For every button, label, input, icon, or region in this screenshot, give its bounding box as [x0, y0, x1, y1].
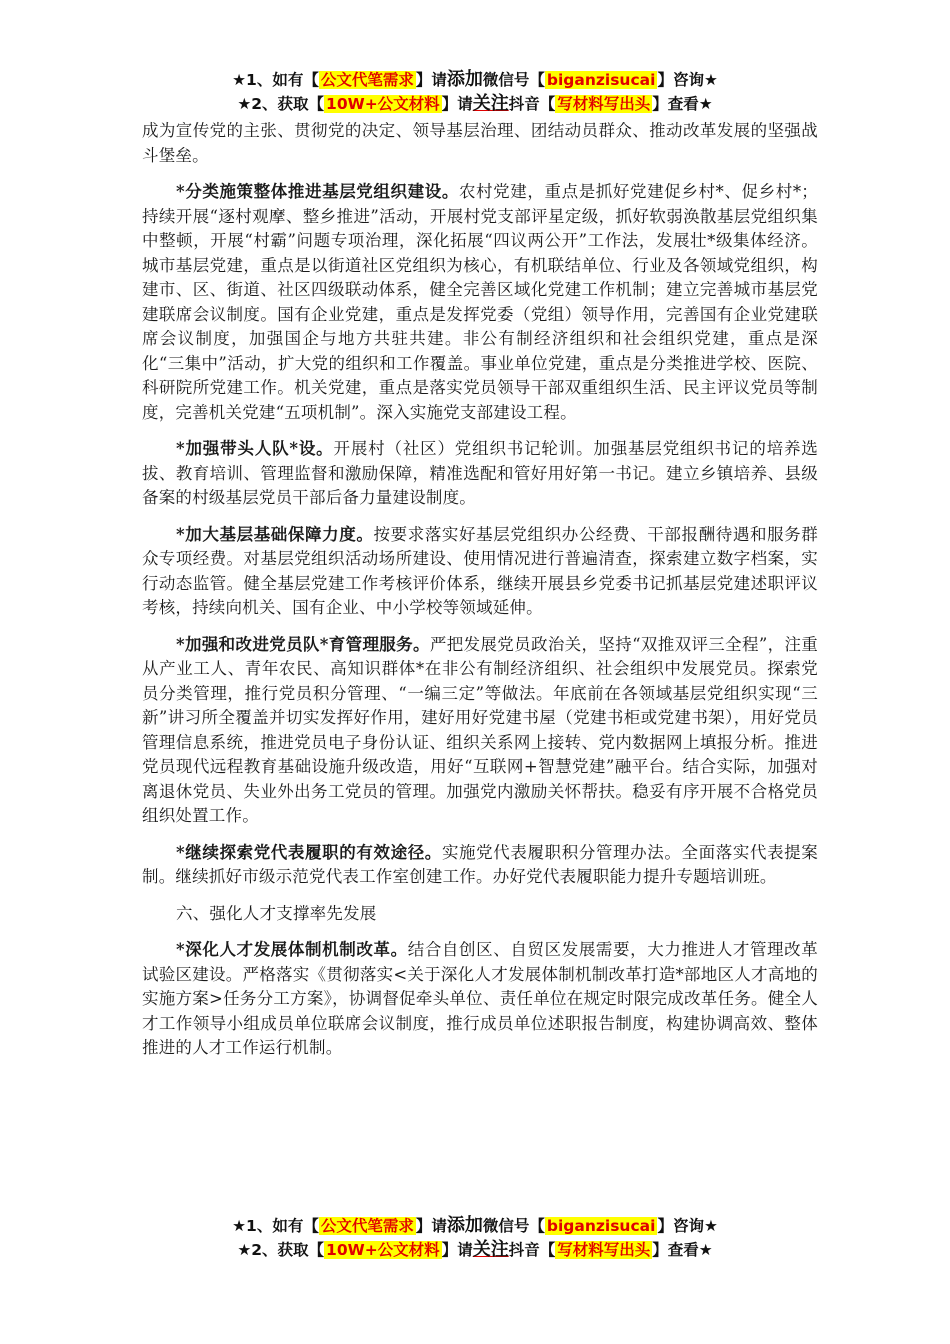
paragraph-lead: *继续探索党代表履职的有效途径。	[176, 842, 442, 862]
document-body	[142, 119, 818, 1073]
promo-footer	[0, 1214, 950, 1262]
paragraph-text: 农村党建，重点是抓好党建促乡村*、促乡村*；持续开展“逐村观摩、整乡推进”活动，开展村党支部评星定级，抓好软弱涣散基层党组织集中整顿，开展“村霸”问题专项治理，深化拓展“四议两公开”工作法，发展壮*级集体经济。城市基层党建，重点是以街道社区党组织为核心，有机联结单位、行业及各领域党组织，构建市、区、街道、社区四级联动体系，健全完善区域化党建工作机制；建立完善城市基层党建联席会议制度。国有企业党建，重点是发挥党委（党组）领导作用，完善国有企业党建联席会议制度，加强国企与地方共驻共建。非公有制经济组织和社会组织党建，重点是深化“三集中”活动，扩大党的组织和工作覆盖。事业单位党建，重点是分类推进学校、医院、科研院所党建工作。机关党建，重点是落实党员领导干部双重组织生活、民主评议党员等制度，完善机关党建“五项机制”。深入实施党支部建设工程。	[142, 182, 818, 422]
promo-text: ★2、获取【	[237, 1241, 325, 1259]
promo-text: 关注	[472, 93, 509, 114]
promo-text: 添加	[446, 69, 483, 90]
promo-text: 微信号【	[482, 71, 545, 89]
paragraph	[142, 437, 818, 511]
promo-text: 】请	[441, 95, 473, 113]
paragraph	[142, 841, 818, 890]
promo-text: 】咨询★	[657, 71, 718, 89]
promo-highlight: 10W+公文材料	[326, 95, 440, 113]
promo-line-2	[0, 92, 950, 116]
paragraph	[142, 938, 818, 1061]
douyin-highlight: 写材料写出头	[557, 1241, 651, 1259]
promo-line-2	[0, 1238, 950, 1262]
paragraph	[142, 180, 818, 425]
promo-text: 抖音【	[508, 95, 556, 113]
promo-text: 】查看★	[652, 95, 713, 113]
promo-highlight: 10W+公文材料	[326, 1241, 440, 1259]
paragraph-lead: *加大基层基础保障力度。	[176, 524, 374, 544]
promo-text: 】请	[415, 71, 447, 89]
promo-header	[0, 68, 950, 116]
promo-highlight: 公文代笔需求	[320, 71, 414, 89]
paragraph-text: 开展村（社区）党组织书记轮训。加强基层党组织书记的培养选拔、教育培训、管理监督和激励保障，精准选配和管好用好第一书记。建立乡镇培养、县级备案的村级基层党员干部后备力量建设制度。	[142, 439, 818, 507]
section-heading	[142, 902, 818, 927]
paragraph-text: 实施党代表履职积分管理办法。全面落实代表提案制。继续抓好市级示范党代表工作室创建工作。办好党代表履职能力提升专题培训班。	[142, 842, 818, 886]
promo-text: 抖音【	[508, 1241, 556, 1259]
promo-highlight: 公文代笔需求	[320, 1217, 414, 1235]
promo-line-1	[0, 1214, 950, 1238]
promo-text: 】查看★	[652, 1241, 713, 1259]
paragraph-lead: *加强带头人队*设。	[176, 439, 334, 458]
wechat-id-highlight: biganzisucai	[546, 71, 656, 89]
paragraph-text: 成为宣传党的主张、贯彻党的决定、领导基层治理、团结动员群众、推动改革发展的坚强战斗堡垒。	[142, 121, 818, 165]
paragraph-lead: *加强和改进党员队*育管理服务。	[176, 634, 430, 654]
promo-text: 】咨询★	[657, 1217, 718, 1235]
paragraph-lead: *分类施策整体推进基层党组织建设。	[176, 182, 459, 201]
section-heading-text: 六、强化人才支撑率先发展	[176, 903, 377, 923]
wechat-id-highlight: biganzisucai	[546, 1217, 656, 1235]
promo-text: 】请	[415, 1217, 447, 1235]
paragraph	[142, 633, 818, 829]
paragraph-text: 严把发展党员政治关，坚持“双推双评三全程”，注重从产业工人、青年农民、高知识群体*在非公有制经济组织、社会组织中发展党员。探索党员分类管理，推行党员积分管理、“一编三定”等做法。年底前在各领域基层党组织实现“三新”讲习所全覆盖并切实发挥好作用，建好用好党建书屋（党建书柜或党建书架），用好党员管理信息系统，推进党员电子身份认证、组织关系网上接转、党内数据网上填报分析。推进党员现代远程教育基础设施升级改造，用好“互联网+智慧党建”融平台。结合实际，加强对离退休党员、失业外出务工党员的管理。加强党内激励关怀帮扶。稳妥有序开展不合格党员组织处置工作。	[142, 634, 819, 825]
promo-text: ★2、获取【	[237, 95, 325, 113]
promo-text: ★1、如有【	[232, 71, 319, 89]
promo-text: 添加	[446, 1215, 483, 1236]
promo-text: ★1、如有【	[232, 1217, 319, 1235]
paragraph	[142, 119, 818, 168]
douyin-highlight: 写材料写出头	[557, 95, 651, 113]
paragraph-lead: *深化人才发展体制机制改革。	[176, 940, 408, 959]
paragraph-text: 结合自创区、自贸区发展需要，大力推进人才管理改革试验区建设。严格落实《贯彻落实<关于深化人才发展体制机制改革打造*部地区人才高地的实施方案>任务分工方案》，协调督促牵头单位、责任单位在规定时限完成改革任务。健全人才工作领导小组成员单位联席会议制度，推行成员单位述职报告制度，构建协调高效、整体推进的人才工作运行机制。	[142, 940, 818, 1057]
promo-text: 】请	[441, 1241, 473, 1259]
paragraph-text: 按要求落实好基层党组织办公经费、干部报酬待遇和服务群众专项经费。对基层党组织活动场所建设、使用情况进行普遍清查，探索建立数字档案，实行动态监管。健全基层党建工作考核评价体系，继续开展县乡党委书记抓基层党建述职评议考核，持续向机关、国有企业、中小学校等领域延伸。	[142, 524, 818, 617]
promo-text: 关注	[472, 1239, 509, 1260]
paragraph	[142, 523, 818, 621]
promo-text: 微信号【	[482, 1217, 545, 1235]
promo-line-1	[0, 68, 950, 92]
